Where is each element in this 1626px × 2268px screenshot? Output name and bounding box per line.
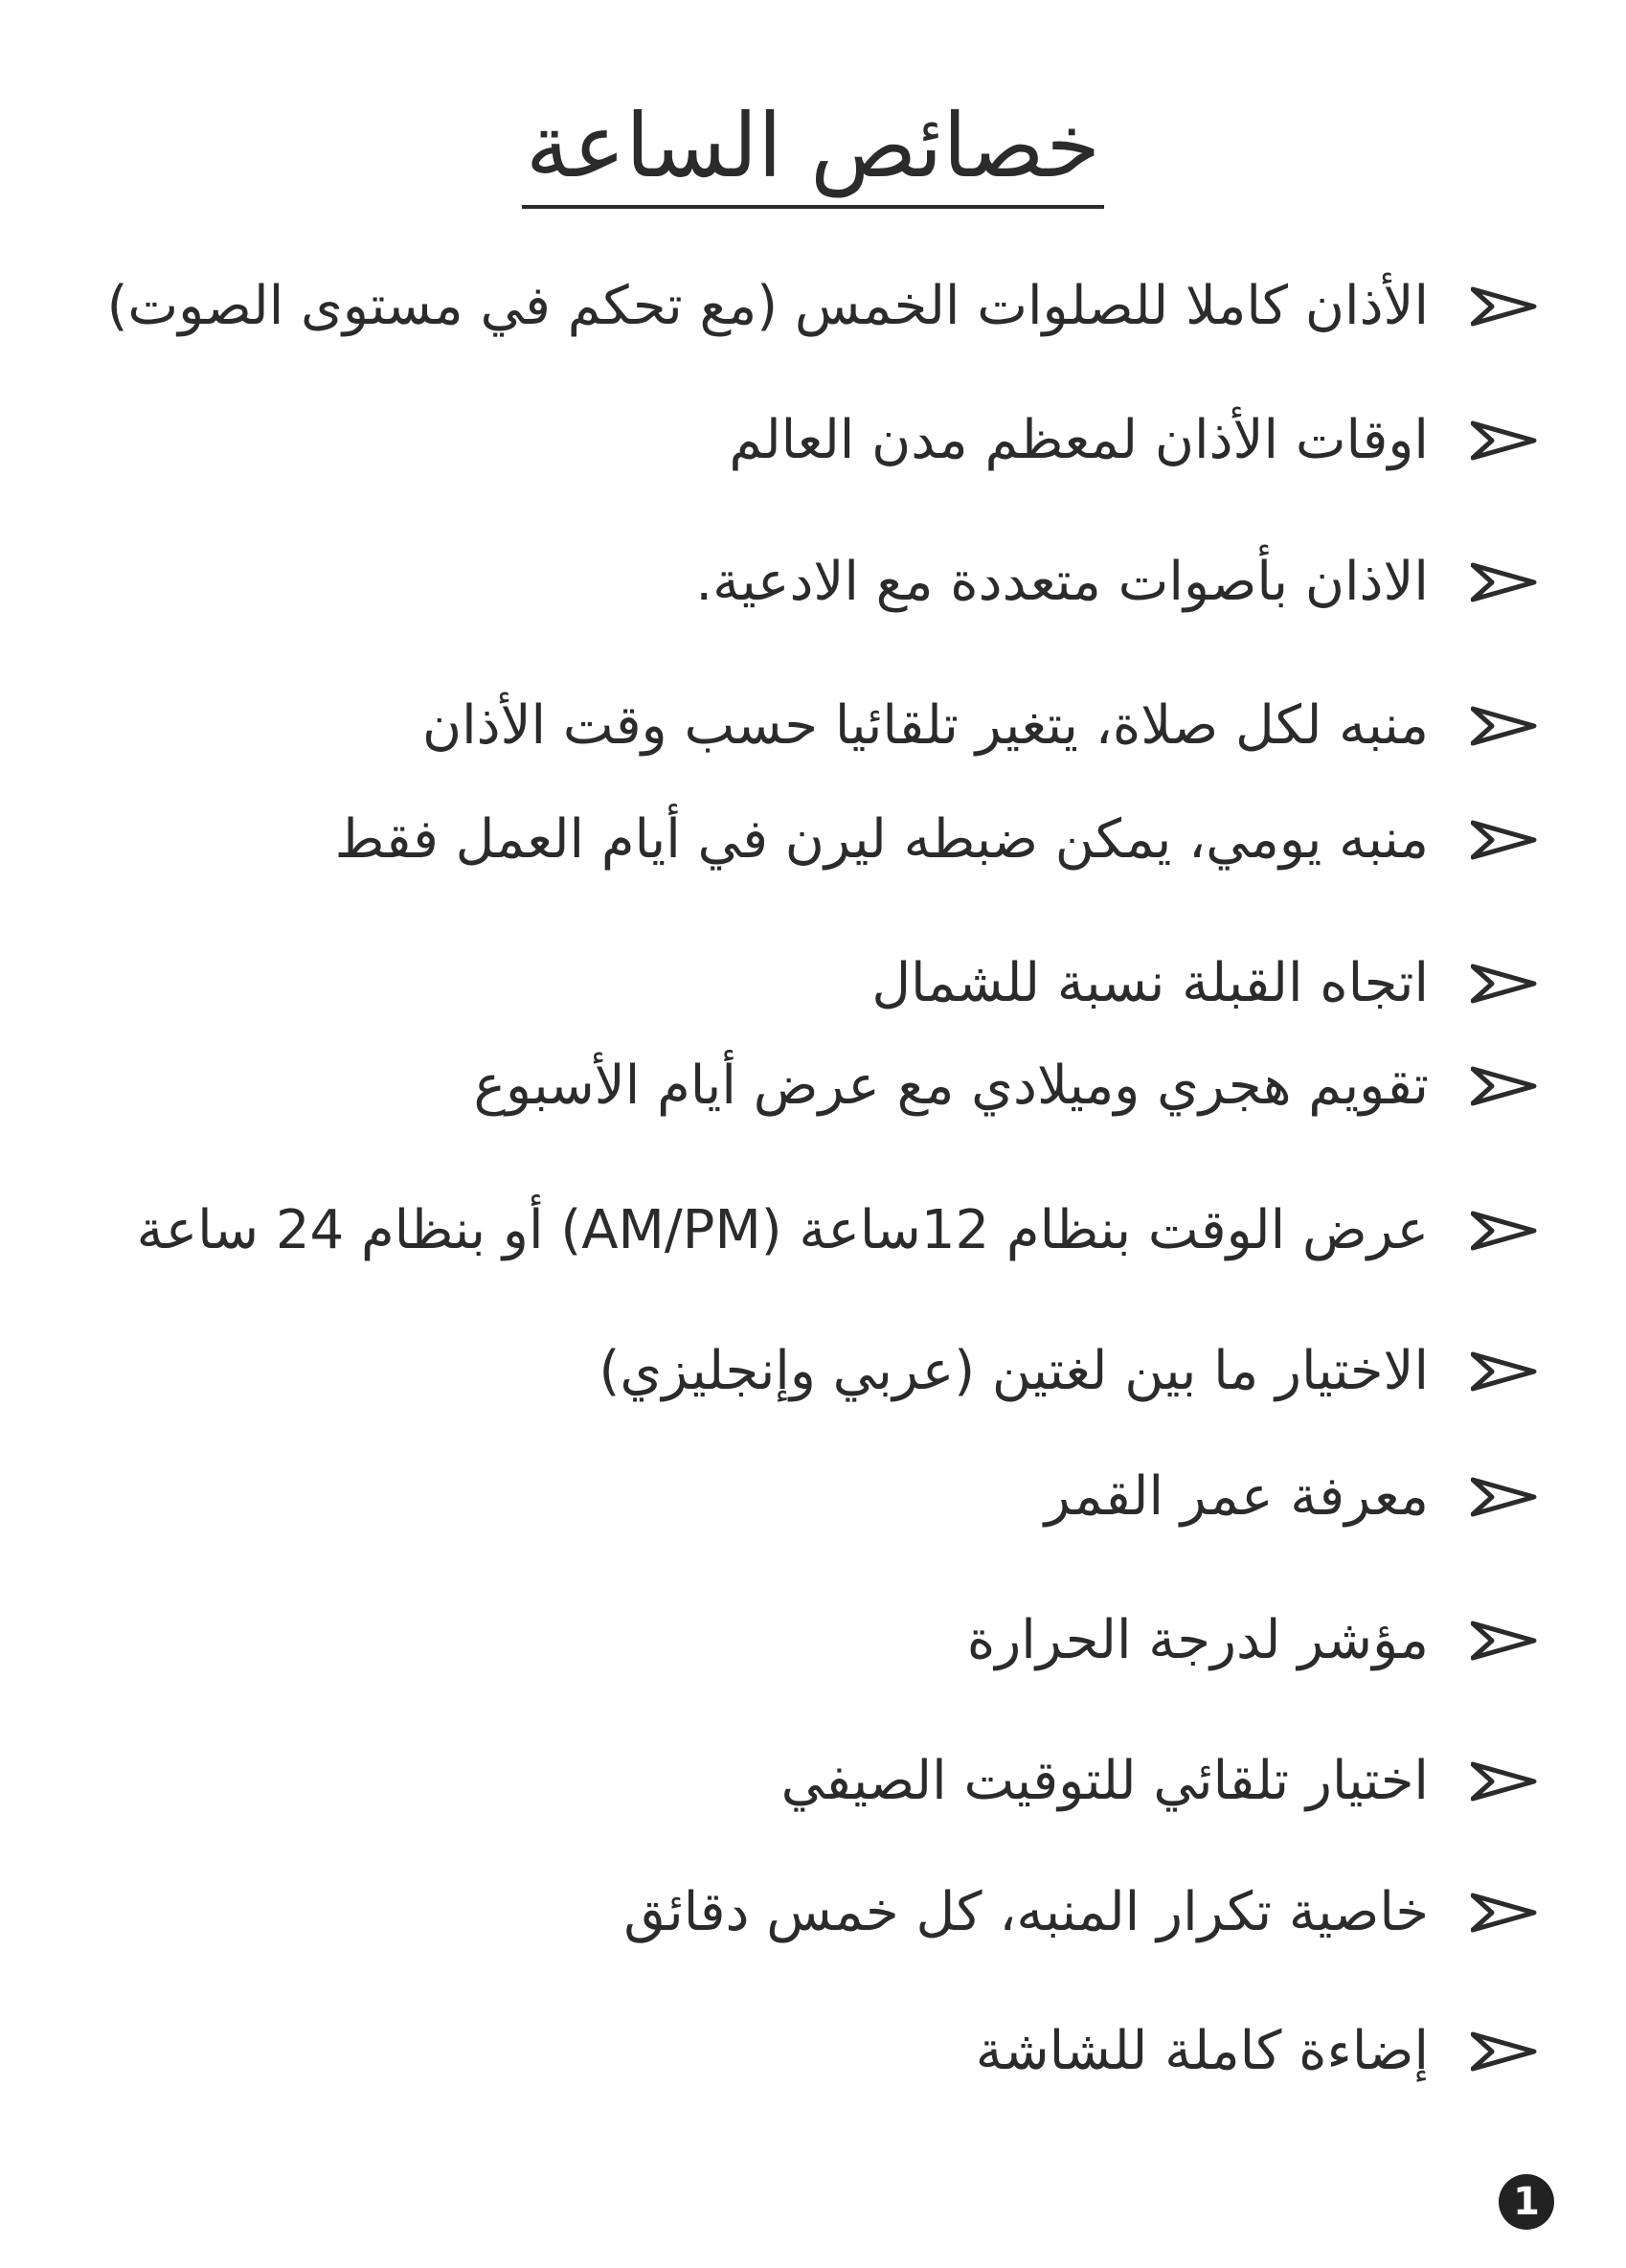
feature-text: الاذان بأصوات متعددة مع الادعية. [695, 551, 1429, 613]
feature-text: إضاءة كاملة للشاشة [975, 2020, 1429, 2082]
arrowhead-bullet-icon [1471, 941, 1549, 1027]
feature-text: الاختيار ما بين لغتين (عربي وإنجليزي) [598, 1340, 1429, 1402]
feature-item-11 [56, 1598, 1549, 1684]
feature-item-2 [56, 397, 1549, 484]
page-title-text: خصائص الساعة [522, 91, 1104, 209]
page-title [0, 91, 1626, 209]
feature-item-13 [56, 1870, 1549, 1956]
arrowhead-bullet-icon [1471, 2008, 1549, 2095]
feature-item-12 [56, 1738, 1549, 1825]
feature-item-4 [56, 683, 1549, 769]
feature-text: منبه لكل صلاة، يتغير تلقائيا حسب وقت الأذان [421, 694, 1429, 757]
arrowhead-bullet-icon [1471, 1454, 1549, 1540]
arrowhead-bullet-icon [1471, 1043, 1549, 1129]
feature-text: تقويم هجري وميلادي مع عرض أيام الأسبوع [473, 1055, 1429, 1117]
feature-item-14 [56, 2008, 1549, 2095]
feature-text: عرض الوقت بنظام 12ساعة (AM/PM) أو بنظام 24 ساعة [136, 1199, 1429, 1261]
feature-text: اتجاه القبلة نسبة للشمال [871, 952, 1429, 1014]
feature-item-5 [56, 797, 1549, 883]
arrowhead-bullet-icon [1471, 1328, 1549, 1415]
arrowhead-bullet-icon [1471, 539, 1549, 625]
feature-item-7 [56, 1043, 1549, 1129]
feature-text: منبه يومي، يمكن ضبطه ليرن في أيام العمل فقط [334, 808, 1429, 871]
feature-item-3 [56, 539, 1549, 625]
arrowhead-bullet-icon [1471, 1598, 1549, 1684]
feature-item-6 [56, 941, 1549, 1027]
feature-text: الأذان كاملا للصلوات الخمس (مع تحكم في مستوى الصوت) [106, 275, 1429, 337]
arrowhead-bullet-icon [1471, 1738, 1549, 1825]
feature-item-10 [56, 1454, 1549, 1540]
feature-text: خاصية تكرار المنبه، كل خمس دقائق [623, 1881, 1429, 1943]
feature-item-1 [56, 263, 1549, 350]
arrowhead-bullet-icon [1471, 263, 1549, 350]
feature-item-9 [56, 1328, 1549, 1415]
arrowhead-bullet-icon [1471, 1188, 1549, 1274]
arrowhead-bullet-icon [1471, 683, 1549, 769]
arrowhead-bullet-icon [1471, 1870, 1549, 1956]
feature-text: اختيار تلقائي للتوقيت الصيفي [780, 1750, 1429, 1812]
arrowhead-bullet-icon [1471, 797, 1549, 883]
arrowhead-bullet-icon [1471, 397, 1549, 484]
page-number-badge: 1 [1499, 2174, 1554, 2230]
feature-text: مؤشر لدرجة الحرارة [966, 1609, 1429, 1671]
feature-text: معرفة عمر القمر [1044, 1465, 1429, 1528]
feature-item-8 [56, 1188, 1549, 1274]
feature-text: اوقات الأذان لمعظم مدن العالم [729, 409, 1429, 471]
